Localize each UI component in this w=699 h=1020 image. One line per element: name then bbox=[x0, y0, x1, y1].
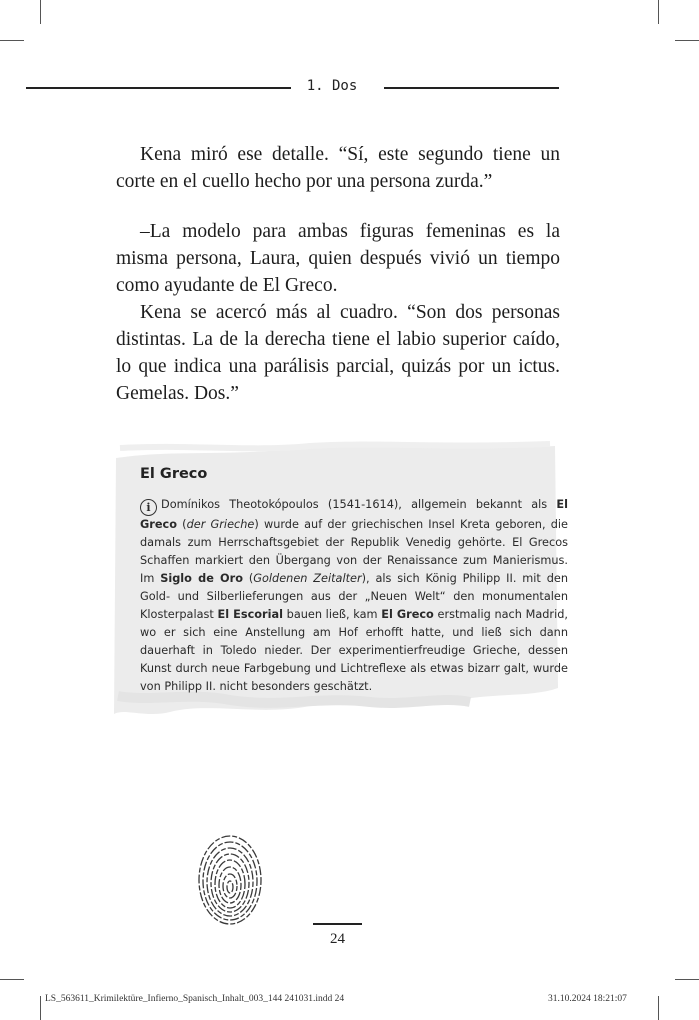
info-text: Domínikos Theotokópoulos (1541-1614), allgemein bekannt als bbox=[161, 498, 557, 511]
crop-mark bbox=[658, 996, 659, 1020]
fingerprint-icon bbox=[195, 828, 265, 928]
info-box bbox=[110, 440, 569, 730]
crop-mark bbox=[40, 996, 41, 1020]
crop-mark bbox=[675, 979, 699, 980]
paragraph-text: –La modelo para ambas figuras femeninas es la misma persona, Laura, quien después vivió un tiempo como ayudante de El Greco. bbox=[116, 221, 560, 296]
info-text: erstmalig nach Madrid, wo er sich eine Anstellung am Hof erhofft hatte, und ließ sich dann dauerhaft in Toledo nieder. Der experimentierfreudige Grieche, dessen Kunst durch neue Farbgebung und Lichtreflexe als etwas bizarr galt, wurde von Philipp II. nicht besonders geschätzt. bbox=[140, 608, 568, 693]
info-box-title: El Greco bbox=[140, 466, 208, 482]
slug-file-info: LS_563611_Krimilektüre_Infierno_Spanisch_Inhalt_003_144 241031.indd 24 bbox=[45, 994, 345, 1004]
info-text: ( bbox=[242, 572, 254, 585]
info-translation: der Grieche bbox=[186, 518, 255, 531]
crop-mark bbox=[0, 40, 24, 41]
info-icon: i bbox=[140, 499, 157, 516]
paragraph-text: Kena miró ese detalle. “Sí, este segundo tiene un corte en el cuello hecho por una persona zurda.” bbox=[116, 144, 560, 192]
info-text: ( bbox=[176, 518, 187, 531]
page-number: 24 bbox=[330, 931, 345, 947]
paragraph-text: Kena se acercó más al cuadro. “Son dos personas distintas. La de la derecha tiene el labio superior caído, lo que indica una parálisis parcial, quizás por un ictus. Gemelas. Dos.” bbox=[116, 302, 560, 404]
info-text: ), als sich König Philipp II. mit den Gold- und Silberlieferungen aus der „Neuen Welt“ den monumentalen Klosterpalast bbox=[140, 572, 568, 621]
chapter-title: 1. Dos bbox=[306, 78, 358, 94]
info-term: El Greco bbox=[140, 498, 568, 531]
info-box-body bbox=[140, 496, 568, 696]
info-text: bauen ließ, kam bbox=[282, 608, 382, 621]
header-rule-right bbox=[384, 87, 559, 89]
crop-mark bbox=[658, 0, 659, 24]
crop-mark bbox=[675, 40, 699, 41]
slug-date: 31.10.2024 18:21:07 bbox=[548, 994, 627, 1004]
info-translation: Goldenen Zeitalter bbox=[253, 572, 362, 585]
info-text: ) wurde auf der griechischen Insel Kreta geboren, die damals zum Herrschaftsgebiet der Republik Venedig gehörte. El Grecos Schaffen markiert den Übergang von der Renaissance zum Manierismus. Im bbox=[140, 518, 569, 585]
paragraph-group bbox=[116, 218, 560, 407]
crop-mark bbox=[0, 979, 24, 980]
header-rule-left bbox=[26, 87, 291, 89]
info-term: Siglo de Oro bbox=[160, 572, 243, 585]
info-term: El Escorial bbox=[217, 608, 283, 621]
page-number-rule bbox=[313, 923, 362, 925]
info-term: El Greco bbox=[381, 608, 434, 621]
crop-mark bbox=[40, 0, 41, 24]
paragraph-1 bbox=[116, 141, 560, 195]
